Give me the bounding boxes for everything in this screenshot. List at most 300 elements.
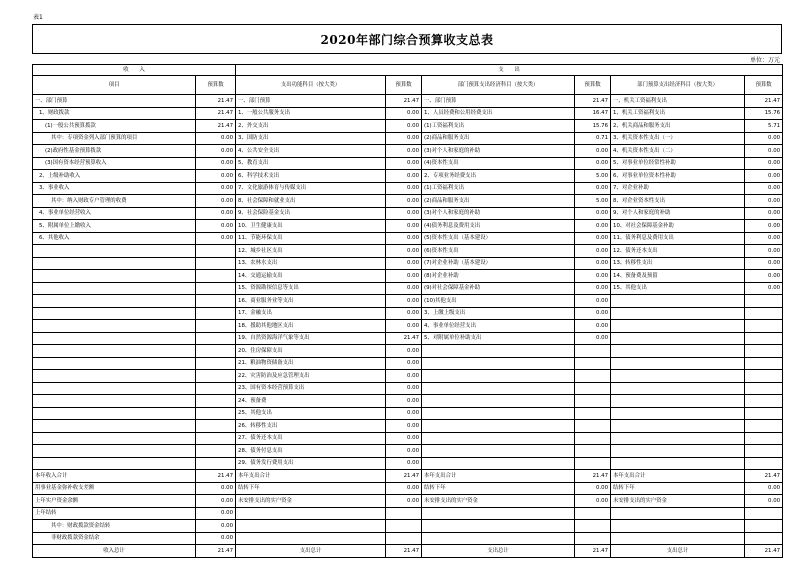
- item-cell: [611, 357, 745, 370]
- budget-cell: 0.00: [386, 382, 422, 395]
- budget-cell: [196, 432, 236, 445]
- budget-cell: [745, 295, 783, 308]
- item-cell: (2)商品和服务支出: [422, 132, 575, 145]
- item-cell: 23、国有资本经营预算支出: [236, 382, 386, 395]
- budget-cell: 0.00: [196, 182, 236, 195]
- budget-cell: 0.00: [575, 220, 611, 233]
- budget-cell: 0.00: [386, 170, 422, 183]
- budget-cell: 0.00: [386, 370, 422, 383]
- item-cell: [33, 282, 196, 295]
- table-row: [33, 370, 783, 383]
- item-cell: 4、事业单位经营支出: [422, 320, 575, 333]
- item-cell: [33, 395, 196, 408]
- item-cell: [422, 445, 575, 458]
- budget-cell: 0.00: [196, 482, 236, 495]
- budget-cell: 0.00: [386, 482, 422, 495]
- item-cell: 24、预备费: [236, 395, 386, 408]
- budget-cell: [196, 257, 236, 270]
- budget-cell: 16.47: [575, 107, 611, 120]
- budget-cell: [575, 520, 611, 533]
- budget-cell: [745, 382, 783, 395]
- budget-cell: [386, 520, 422, 533]
- budget-cell: 0.00: [196, 507, 236, 520]
- budget-cell: 0.00: [386, 245, 422, 258]
- item-cell: 1、财政拨款: [33, 107, 196, 120]
- budget-cell: 5.00: [575, 195, 611, 208]
- budget-cell: [196, 395, 236, 408]
- item-cell: 4、机关资本性支出（二）: [611, 145, 745, 158]
- budget-cell: [196, 282, 236, 295]
- item-cell: [33, 320, 196, 333]
- item-cell: [422, 345, 575, 358]
- item-cell: 用事业基金弥补收支差额: [33, 482, 196, 495]
- item-cell: 本年支出合计: [236, 470, 386, 483]
- item-cell: [611, 332, 745, 345]
- item-cell: [422, 382, 575, 395]
- total-row: [33, 495, 783, 508]
- budget-cell: 0.00: [745, 182, 783, 195]
- total-row: [33, 545, 783, 558]
- table-row: [33, 295, 783, 308]
- budget-cell: 0.00: [575, 157, 611, 170]
- item-cell: [236, 507, 386, 520]
- budget-cell: 0.00: [386, 182, 422, 195]
- item-cell: 7、对企业补助: [611, 182, 745, 195]
- budget-table: [32, 64, 783, 558]
- item-cell: (3)对个人和家庭的补助: [422, 145, 575, 158]
- budget-cell: 0.00: [386, 282, 422, 295]
- budget-cell: 0.00: [745, 232, 783, 245]
- item-cell: 2、专项业务经费支出: [422, 170, 575, 183]
- budget-cell: [745, 395, 783, 408]
- budget-cell: [745, 520, 783, 533]
- col-budget-1: 预算数: [196, 76, 236, 95]
- item-cell: 6、科学技术支出: [236, 170, 386, 183]
- budget-cell: 0.00: [196, 195, 236, 208]
- budget-cell: 0.00: [196, 207, 236, 220]
- budget-cell: 0.00: [386, 495, 422, 508]
- budget-cell: [196, 357, 236, 370]
- item-cell: 2、外交支出: [236, 120, 386, 133]
- item-cell: 29、债务发行费用支出: [236, 457, 386, 470]
- item-cell: 未安排支出的实户资金: [236, 495, 386, 508]
- col-func: 支出功能科目（按大类）: [236, 76, 386, 95]
- title-box: [32, 24, 782, 54]
- item-cell: (6)资本性支出: [422, 245, 575, 258]
- budget-cell: 0.00: [745, 270, 783, 283]
- item-cell: [611, 407, 745, 420]
- item-cell: 9、社会保险基金支出: [236, 207, 386, 220]
- budget-cell: 0.00: [196, 170, 236, 183]
- item-cell: 20、住房保障支出: [236, 345, 386, 358]
- budget-cell: 0.00: [386, 257, 422, 270]
- item-cell: [422, 420, 575, 433]
- item-cell: 4、公共安全支出: [236, 145, 386, 158]
- table-row: [33, 270, 783, 283]
- budget-cell: 21.47: [196, 545, 236, 558]
- item-cell: 8、社会保障和就业支出: [236, 195, 386, 208]
- item-cell: 支出总计: [236, 545, 386, 558]
- budget-cell: [575, 532, 611, 545]
- col-gov-econ: 部门预算支出经济科目（按大类）: [611, 76, 745, 95]
- item-cell: 1、人员经费和公用经费支出: [422, 107, 575, 120]
- item-cell: 14、交通运输支出: [236, 270, 386, 283]
- item-cell: 其中：专项资金列入部门预算的项目: [33, 132, 196, 145]
- budget-cell: [745, 432, 783, 445]
- budget-cell: 0.00: [386, 220, 422, 233]
- item-cell: 21、粮油物资储备支出: [236, 357, 386, 370]
- budget-cell: [196, 270, 236, 283]
- section-header-row: [33, 65, 783, 76]
- budget-cell: [575, 395, 611, 408]
- item-cell: 15、其他支出: [611, 282, 745, 295]
- item-cell: (2)商品和服务支出: [422, 195, 575, 208]
- budget-cell: [196, 320, 236, 333]
- budget-cell: [196, 457, 236, 470]
- budget-cell: 21.47: [196, 107, 236, 120]
- item-cell: 18、援助其他地区支出: [236, 320, 386, 333]
- item-cell: 3、事业收入: [33, 182, 196, 195]
- item-cell: 5、教育支出: [236, 157, 386, 170]
- item-cell: 12、城乡社区支出: [236, 245, 386, 258]
- item-cell: [611, 532, 745, 545]
- budget-cell: 0.00: [575, 332, 611, 345]
- budget-cell: 0.00: [386, 270, 422, 283]
- budget-cell: [386, 532, 422, 545]
- budget-cell: 0.00: [196, 232, 236, 245]
- item-cell: 14、预备费及预留: [611, 270, 745, 283]
- item-cell: [422, 532, 575, 545]
- budget-cell: 0.00: [575, 282, 611, 295]
- budget-cell: 0.00: [196, 132, 236, 145]
- item-cell: [236, 532, 386, 545]
- budget-cell: 0.00: [745, 157, 783, 170]
- item-cell: 结转下年: [422, 482, 575, 495]
- table-row: [33, 170, 783, 183]
- budget-cell: [745, 532, 783, 545]
- item-cell: 15、资源勘探信息等支出: [236, 282, 386, 295]
- budget-cell: 15.76: [575, 120, 611, 133]
- item-cell: 上年结转: [33, 507, 196, 520]
- budget-cell: 0.00: [386, 120, 422, 133]
- item-cell: 3、机关资本性支出（一）: [611, 132, 745, 145]
- column-header-row: [33, 76, 783, 95]
- budget-cell: 0.71: [575, 132, 611, 145]
- item-cell: 一、机关工资福利支出: [611, 95, 745, 108]
- item-cell: 17、金融支出: [236, 307, 386, 320]
- item-cell: [611, 520, 745, 533]
- total-row: [33, 482, 783, 495]
- item-cell: (7)对企业补助（基本建设）: [422, 257, 575, 270]
- budget-cell: [196, 307, 236, 320]
- budget-cell: 0.00: [386, 132, 422, 145]
- budget-cell: [386, 507, 422, 520]
- col-budget-3: 预算数: [575, 76, 611, 95]
- budget-cell: [575, 382, 611, 395]
- table-row: [33, 207, 783, 220]
- budget-cell: [196, 332, 236, 345]
- table-row: [33, 157, 783, 170]
- budget-cell: 21.47: [196, 120, 236, 133]
- item-cell: 7、文化旅游体育与传媒支出: [236, 182, 386, 195]
- table-row: [33, 307, 783, 320]
- budget-cell: 0.00: [386, 232, 422, 245]
- item-cell: 2、上级补助收入: [33, 170, 196, 183]
- item-cell: 5、附属单位上缴收入: [33, 220, 196, 233]
- budget-cell: 0.00: [575, 307, 611, 320]
- item-cell: 未安排支出的实户资金: [422, 495, 575, 508]
- item-cell: (8)对企业补助: [422, 270, 575, 283]
- total-row: [33, 507, 783, 520]
- item-cell: 本年收入合计: [33, 470, 196, 483]
- budget-cell: 21.47: [386, 545, 422, 558]
- table-row: [33, 145, 783, 158]
- budget-cell: 0.00: [196, 145, 236, 158]
- budget-cell: 21.47: [745, 470, 783, 483]
- budget-cell: 0.00: [386, 357, 422, 370]
- item-cell: 结转下年: [611, 482, 745, 495]
- budget-cell: 0.00: [575, 145, 611, 158]
- budget-cell: 0.00: [386, 107, 422, 120]
- item-cell: [33, 295, 196, 308]
- item-cell: [33, 407, 196, 420]
- item-cell: [611, 307, 745, 320]
- budget-cell: [575, 357, 611, 370]
- item-cell: (3)国有资本经营预算收入: [33, 157, 196, 170]
- item-cell: 一、部门预算: [236, 95, 386, 108]
- item-cell: [422, 407, 575, 420]
- budget-cell: 0.00: [386, 407, 422, 420]
- budget-cell: [745, 420, 783, 433]
- table-row: [33, 232, 783, 245]
- budget-cell: [196, 370, 236, 383]
- item-cell: [422, 432, 575, 445]
- item-cell: [422, 395, 575, 408]
- item-cell: 4、事业单位经营收入: [33, 207, 196, 220]
- item-cell: [33, 357, 196, 370]
- item-cell: 13、转移性支出: [611, 257, 745, 270]
- budget-cell: [745, 445, 783, 458]
- budget-cell: [196, 407, 236, 420]
- budget-cell: 0.00: [745, 170, 783, 183]
- item-cell: (1)工资福利支出: [422, 120, 575, 133]
- col-budget-4: 预算数: [745, 76, 783, 95]
- budget-cell: [196, 420, 236, 433]
- table-row: [33, 420, 783, 433]
- budget-cell: [196, 382, 236, 395]
- table-row: [33, 107, 783, 120]
- item-cell: 19、自然资源海洋气象等支出: [236, 332, 386, 345]
- budget-cell: 0.00: [745, 195, 783, 208]
- item-cell: 2、机关商品和服务支出: [611, 120, 745, 133]
- budget-cell: 21.47: [575, 470, 611, 483]
- item-cell: [33, 420, 196, 433]
- item-cell: [33, 245, 196, 258]
- item-cell: 25、其他支出: [236, 407, 386, 420]
- budget-cell: [575, 407, 611, 420]
- total-row: [33, 532, 783, 545]
- item-cell: (2)政府性基金预算拨款: [33, 145, 196, 158]
- table-row: [33, 457, 783, 470]
- item-cell: 结转下年: [236, 482, 386, 495]
- table-row: [33, 120, 783, 133]
- item-cell: [33, 345, 196, 358]
- budget-cell: 0.00: [196, 520, 236, 533]
- budget-cell: 15.76: [745, 107, 783, 120]
- budget-cell: [575, 432, 611, 445]
- budget-cell: 21.47: [196, 470, 236, 483]
- budget-cell: 0.00: [745, 482, 783, 495]
- item-cell: [422, 357, 575, 370]
- item-cell: 12、债务还本支出: [611, 245, 745, 258]
- budget-cell: 0.00: [575, 482, 611, 495]
- budget-cell: [575, 345, 611, 358]
- unit-label: 单位：万元: [749, 57, 780, 64]
- expense-header: 支 出: [236, 65, 783, 76]
- item-cell: 10、对社会保障基金补助: [611, 220, 745, 233]
- item-cell: [33, 382, 196, 395]
- item-cell: [611, 432, 745, 445]
- item-cell: 本年支出合计: [611, 470, 745, 483]
- table-row: [33, 195, 783, 208]
- table-row: [33, 132, 783, 145]
- budget-cell: [745, 507, 783, 520]
- budget-cell: [196, 295, 236, 308]
- item-cell: 5、对附属单位补助支出: [422, 332, 575, 345]
- item-cell: 10、卫生健康支出: [236, 220, 386, 233]
- budget-cell: [745, 370, 783, 383]
- item-cell: [611, 295, 745, 308]
- item-cell: 11、节能环保支出: [236, 232, 386, 245]
- item-cell: [611, 395, 745, 408]
- budget-cell: 0.00: [386, 207, 422, 220]
- item-cell: [236, 520, 386, 533]
- item-cell: 非财政拨款资金结余: [33, 532, 196, 545]
- budget-cell: [575, 445, 611, 458]
- item-cell: (10)其他支出: [422, 295, 575, 308]
- item-cell: [33, 457, 196, 470]
- item-cell: 28、债务付息支出: [236, 445, 386, 458]
- total-row: [33, 520, 783, 533]
- table-row: [33, 245, 783, 258]
- budget-cell: [575, 370, 611, 383]
- item-cell: [33, 307, 196, 320]
- item-cell: (4)资本性支出: [422, 157, 575, 170]
- budget-cell: 0.00: [745, 145, 783, 158]
- item-cell: 11、债务利息及费用支出: [611, 232, 745, 245]
- table-row: [33, 432, 783, 445]
- table-row: [33, 445, 783, 458]
- budget-cell: 0.00: [386, 320, 422, 333]
- item-cell: 未安排支出的实户资金: [611, 495, 745, 508]
- budget-cell: 21.47: [196, 95, 236, 108]
- budget-cell: 0.00: [575, 182, 611, 195]
- budget-cell: 0.00: [386, 157, 422, 170]
- item-cell: (4)债务利息及费用支出: [422, 220, 575, 233]
- budget-cell: 0.00: [745, 257, 783, 270]
- budget-cell: [745, 307, 783, 320]
- budget-cell: 0.00: [575, 270, 611, 283]
- budget-cell: 0.00: [575, 257, 611, 270]
- item-cell: [33, 332, 196, 345]
- col-item: 项目: [33, 76, 196, 95]
- budget-cell: 0.00: [386, 445, 422, 458]
- table-row: [33, 257, 783, 270]
- table-row: [33, 332, 783, 345]
- item-cell: (3)对个人和家庭的补助: [422, 207, 575, 220]
- item-cell: [611, 370, 745, 383]
- sheet-tag: 表1: [33, 14, 43, 21]
- item-cell: (9)对社会保障基金补助: [422, 282, 575, 295]
- budget-cell: [196, 245, 236, 258]
- budget-cell: [745, 332, 783, 345]
- item-cell: [422, 507, 575, 520]
- budget-cell: 0.00: [196, 532, 236, 545]
- budget-cell: 21.47: [745, 95, 783, 108]
- budget-cell: 0.00: [196, 220, 236, 233]
- item-cell: (1)工资福利支出: [422, 182, 575, 195]
- item-cell: 本年支出合计: [422, 470, 575, 483]
- budget-cell: 0.00: [386, 195, 422, 208]
- item-cell: 9、对个人和家庭的补助: [611, 207, 745, 220]
- budget-cell: 0.00: [196, 495, 236, 508]
- item-cell: [33, 370, 196, 383]
- budget-cell: [745, 457, 783, 470]
- item-cell: 收入总计: [33, 545, 196, 558]
- col-dept-econ: 部门预算支出经济科目（按大类）: [422, 76, 575, 95]
- item-cell: [611, 420, 745, 433]
- table-row: [33, 407, 783, 420]
- item-cell: 26、转移性支出: [236, 420, 386, 433]
- item-cell: [33, 257, 196, 270]
- budget-cell: 0.00: [575, 245, 611, 258]
- item-cell: 13、农林水支出: [236, 257, 386, 270]
- budget-cell: 0.00: [745, 282, 783, 295]
- table-row: [33, 382, 783, 395]
- budget-cell: [745, 357, 783, 370]
- budget-cell: 0.00: [745, 220, 783, 233]
- item-cell: [611, 507, 745, 520]
- budget-cell: 0.00: [386, 345, 422, 358]
- item-cell: [611, 320, 745, 333]
- budget-cell: [575, 507, 611, 520]
- item-cell: 一、部门预算: [422, 95, 575, 108]
- item-cell: 6、其他收入: [33, 232, 196, 245]
- item-cell: 6、对事业单位资本性补助: [611, 170, 745, 183]
- item-cell: [422, 370, 575, 383]
- item-cell: 支出总计: [611, 545, 745, 558]
- budget-cell: 0.00: [575, 295, 611, 308]
- budget-cell: 0.00: [575, 495, 611, 508]
- budget-cell: 0.00: [575, 320, 611, 333]
- budget-cell: 21.47: [386, 470, 422, 483]
- col-budget-2: 预算数: [386, 76, 422, 95]
- budget-cell: [575, 420, 611, 433]
- item-cell: [611, 345, 745, 358]
- item-cell: 上年实户资金余额: [33, 495, 196, 508]
- budget-cell: 0.00: [745, 495, 783, 508]
- budget-cell: 0.00: [386, 145, 422, 158]
- page-title: 2020年部门综合预算收支总表: [320, 33, 494, 47]
- budget-cell: 5.00: [575, 170, 611, 183]
- budget-cell: 5.71: [745, 120, 783, 133]
- item-cell: [422, 520, 575, 533]
- budget-cell: [196, 445, 236, 458]
- item-cell: (5)资本性支出（基本建设）: [422, 232, 575, 245]
- item-cell: 3、国防支出: [236, 132, 386, 145]
- item-cell: 1、机关工资福利支出: [611, 107, 745, 120]
- table-row: [33, 182, 783, 195]
